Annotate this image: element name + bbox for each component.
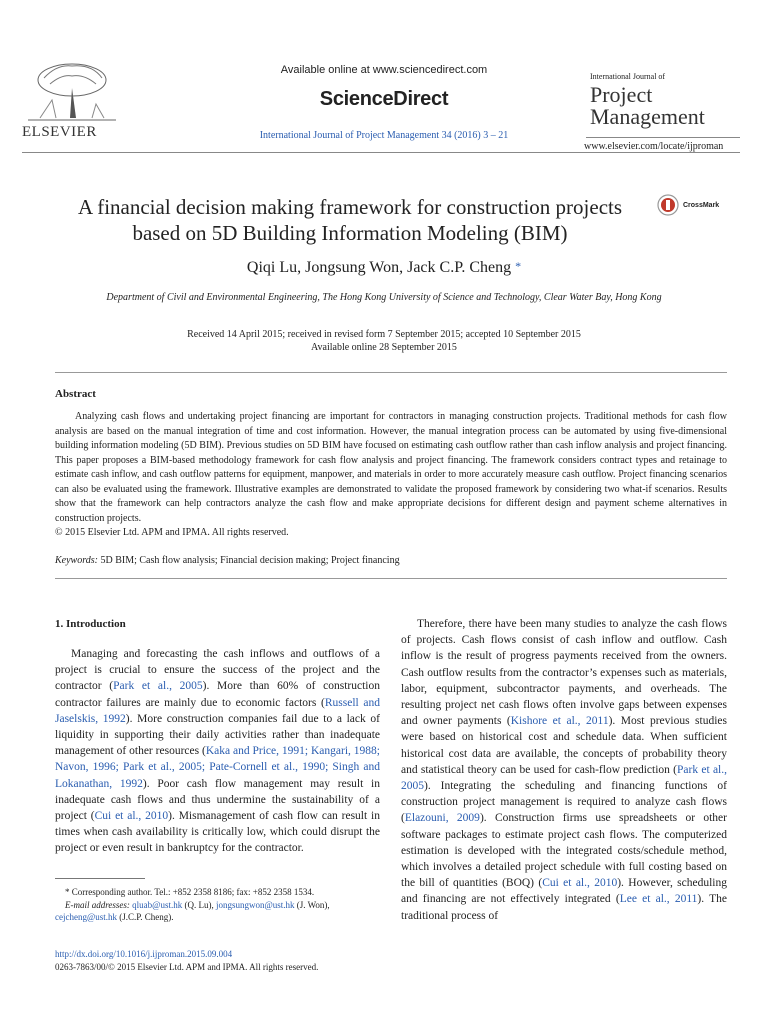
authors: Qiqi Lu, Jongsung Won, Jack C.P. Cheng (246, 259, 512, 276)
available-online[interactable]: Available online at www.sciencedirect.com (280, 64, 488, 76)
email-link-2[interactable]: jongsungwon@ust.hk (215, 899, 295, 910)
email-addresses (55, 899, 380, 912)
abstract-text: Analyzing cash flows and undertaking project financing are important for contractors in managing construction projects. Traditional methods for cash flow analysis are based on the manual integration of time and cost information. However, the manual integration process can be automated by using five-dimensional building information modeling (5D BIM). Previous studies on 5D BIM have focused on estimating cash outflow rather than cash inflow analysis and project financing. This paper proposes a BIM-based methodology framework for cash flow analysis and project financing. The framework considers contract types and retainage to estimate cash inflow, and cash outflow patterns for equipment, manpower, and materials in order to more accurately measure cash outflow. Project financing scenarios can also be evaluated using the framework. Illustrative examples are demonstrated to validate the proposed framework by considering two what-if scenarios. Results show that the framework can help contractors analyze the cash flow and make appropriate decisions for different design and payment scheme alternatives in construction projects. (55, 411, 727, 524)
journal-name (590, 84, 705, 128)
corresponding-author-note: * Corresponding author. Tel.: +852 2358 8186; fax: +852 2358 1534. (65, 887, 315, 897)
crossmark-label: CrossMark (683, 201, 720, 209)
abstract-heading: Abstract (55, 388, 96, 400)
corresponding-author-link[interactable]: * (515, 259, 522, 273)
paragraph-text: ). Integrating the scheduling and financing functions of construction project management is required to analyze cash flows ( (401, 780, 727, 825)
email-label: E-mail addresses: (65, 899, 130, 910)
intro-right-column (401, 616, 727, 924)
reference-link[interactable]: Park et al., 2005 (401, 763, 727, 793)
email-name-1: (Q. Lu), (184, 899, 214, 910)
reference-link[interactable]: Cui et al., 2010 (94, 810, 169, 823)
keywords-list: 5D BIM; Cash flow analysis; Financial decision making; Project financing (100, 555, 400, 566)
email-name-2: (J. Won), (296, 899, 330, 910)
paragraph-text: ). Construction firms use spreadsheets or other software packages to estimate project cash flows. The computerized estimation is developed with the integrated costs/schedule method, which involves a detailed project schedule with full costing based on the bill of quantities (BOQ) ( (401, 812, 727, 890)
author-list (0, 259, 768, 277)
reference-link[interactable]: Kaka and Price, 1991; Kangari, 1988; Navon, 1996; Park et al., 2005; Pate-Cornell et al., 1990; Singh and Lokanathan, 1992 (55, 745, 380, 790)
doi-link[interactable]: http://dx.doi.org/10.1016/j.ijproman.2015.09.004 (55, 949, 233, 959)
keywords-label: Keywords: (55, 555, 98, 566)
journal-citation[interactable]: International Journal of Project Management 34 (2016) 3 – 21 (259, 130, 509, 141)
reference-link[interactable]: Elazouni, 2009 (404, 812, 480, 825)
email-link-3[interactable]: cejcheng@ust.hk (55, 912, 118, 922)
abstract-bottom-rule (55, 578, 727, 579)
section-heading-introduction: 1. Introduction (55, 618, 126, 630)
keywords (55, 555, 727, 566)
paragraph-text: ). More construction companies fail due to a lack of liquidity in supporting their daily activities rather than inadequate management of other resources ( (55, 712, 380, 758)
intro-left-column (55, 646, 380, 857)
paragraph-text: ). Poor cash flow management may result in inadequate cash flows and thus undermine the sustainability of a project ( (55, 777, 380, 823)
title-line2: based on 5D Building Information Modeling (BIM) (132, 221, 568, 245)
reference-link[interactable]: Park et al., 2005 (113, 680, 203, 693)
email-name-3: (J.C.P. Cheng). (119, 912, 174, 922)
email-link-1[interactable]: qluab@ust.hk (132, 899, 183, 910)
sciencedirect-logo[interactable]: ScienceDirect (319, 88, 449, 110)
reference-link[interactable]: Cui et al., 2010 (542, 877, 618, 890)
paragraph-text: Managing and forecasting the cash inflows and outflows of a project is crucial to ensure the success of the project and the contractor ( (55, 648, 380, 693)
article-history (0, 328, 768, 354)
article-title (40, 194, 660, 246)
journal-divider (586, 137, 740, 138)
paragraph-text: ). Mismanagement of cash flow can result in times when cash availability is critically low, which could disrupt the project or even result in bankruptcy for the contractor. (55, 810, 380, 855)
paragraph-text: ). Most previous studies were based on historical cost and schedule data. When sufficient historical cost data are available, the concepts of probability theory and statistical theory can be used for cash-flow prediction ( (401, 715, 727, 776)
footer (55, 948, 318, 974)
journal-name-line2: Management (590, 104, 705, 129)
available-date: Available online 28 September 2015 (311, 342, 457, 353)
journal-name-small: International Journal of (590, 72, 666, 81)
paragraph-text: ). However, scheduling and financing are not effectively integrated ( (401, 877, 728, 906)
paragraph-text: ). More than 60% of construction contractor failures are mainly due to economic factors ( (55, 680, 380, 709)
email-addresses-cont (55, 911, 380, 924)
publisher-name: ELSEVIER (22, 124, 97, 140)
abstract-top-rule (55, 372, 727, 373)
footnote (55, 886, 380, 924)
paragraph-text: ). The traditional process of (401, 893, 727, 922)
paragraph-text: Therefore, there have been many studies to analyze the cash flows of projects. Cash flows consist of cash inflow and outflow. Cash inflow is the result of progress payments received from the owners. Cash outflow results from the contractor’s expenses such as materials, labor, equipment, subcontractor payments, and overheads. The resulting project net cash flows often involve gaps between expenses and owner payments ( (401, 618, 727, 728)
copyright: © 2015 Elsevier Ltd. APM and IPMA. All rights reserved. (55, 527, 289, 538)
received-dates: Received 14 April 2015; received in revised form 7 September 2015; accepted 10 September 2015 (187, 329, 581, 340)
journal-name-line1: Project (590, 82, 653, 107)
reference-link[interactable]: Lee et al., 2011 (619, 893, 698, 906)
title-line1: A financial decision making framework for construction projects (77, 195, 623, 219)
crossmark-icon (657, 194, 679, 216)
abstract-body (55, 410, 727, 541)
issn-copyright: 0263-7863/00/© 2015 Elsevier Ltd. APM and IPMA. All rights reserved. (55, 962, 319, 972)
footnote-rule (55, 878, 145, 879)
journal-url[interactable]: www.elsevier.com/locate/ijproman (584, 141, 724, 152)
crossmark-badge[interactable] (657, 194, 719, 216)
reference-link[interactable]: Russell and Jaselskis, 1992 (55, 696, 380, 725)
affiliation: Department of Civil and Environmental Engineering, The Hong Kong University of Science and Technology, Clear Water Bay, Hong Kong (106, 292, 662, 303)
header-divider (22, 152, 740, 153)
reference-link[interactable]: Kishore et al., 2011 (510, 715, 609, 728)
